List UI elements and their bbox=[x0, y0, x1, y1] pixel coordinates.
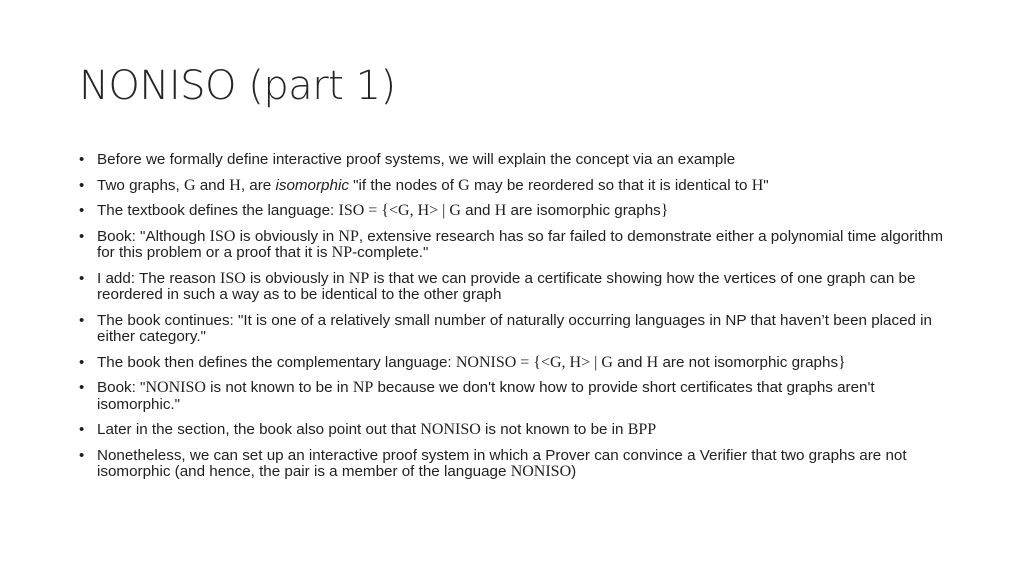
bullet-item bbox=[79, 152, 959, 169]
bullet-item bbox=[79, 422, 959, 439]
bullet-text: is not known to be in bbox=[480, 421, 628, 438]
math-text: H bbox=[646, 353, 659, 371]
bullet-text: is that we can provide a certificate showing how the vertices of one graph can be reordered in such a way as to be identical to the other graph bbox=[97, 269, 916, 303]
bullet-text: Book: "Although bbox=[97, 227, 210, 245]
bullet-item bbox=[79, 229, 959, 262]
math-text: H bbox=[229, 176, 241, 194]
math-text: NONISO bbox=[145, 379, 206, 396]
math-text: NONISO = {<G, H> | G bbox=[455, 353, 613, 371]
bullet-item bbox=[79, 178, 959, 195]
bullet-text: Before we formally define interactive proof systems, we will explain the concept via an example bbox=[97, 151, 736, 168]
bullet-text: Two graphs, bbox=[97, 176, 184, 194]
bullet-text: and bbox=[612, 353, 647, 371]
bullet-item bbox=[79, 313, 959, 346]
math-text: NP bbox=[338, 227, 359, 245]
bullet-text: Later in the section, the book also point out that bbox=[97, 421, 421, 438]
bullet-text: I add: The reason bbox=[97, 269, 220, 287]
bullet-text: is obviously in bbox=[245, 269, 349, 287]
bullet-item bbox=[79, 203, 959, 220]
math-text: NP bbox=[348, 269, 370, 287]
bullet-text: is not known to be in bbox=[205, 379, 353, 396]
bullet-item bbox=[79, 380, 959, 413]
bullet-text: The textbook defines the language: bbox=[97, 202, 339, 219]
bullet-list bbox=[79, 152, 959, 490]
bullet-text: The book continues: "It is one of a relatively small number of naturally occurring languages in NP that haven’t been placed in either category." bbox=[97, 311, 933, 345]
bullet-text: " bbox=[763, 176, 769, 194]
bullet-text: and bbox=[195, 176, 230, 194]
bullet-item bbox=[79, 355, 959, 372]
bullet-item bbox=[79, 271, 959, 304]
math-text: G bbox=[183, 176, 196, 194]
math-text: ISO = {<G, H> | G bbox=[338, 202, 461, 219]
bullet-text: -complete." bbox=[352, 244, 429, 261]
bullet-text: Book: " bbox=[97, 379, 146, 396]
math-text: ISO bbox=[209, 227, 236, 245]
bullet-text: are isomorphic graphs bbox=[506, 202, 661, 219]
math-text: NP bbox=[331, 244, 353, 261]
math-text: NP bbox=[352, 379, 374, 396]
bullet-text: "if the nodes of bbox=[348, 176, 459, 194]
math-text: H bbox=[494, 202, 507, 219]
math-text: NONISO bbox=[510, 463, 572, 480]
italic-text: isomorphic bbox=[275, 176, 349, 194]
bullet-text: because we don't know how to provide short certificates that graphs aren't isomorphic." bbox=[97, 379, 875, 413]
bullet-text: and bbox=[460, 202, 495, 219]
bullet-text: The book then defines the complementary language: bbox=[97, 353, 456, 371]
bullet-text: are not isomorphic graphs bbox=[658, 353, 839, 371]
bullet-text: may be reordered so that it is identical to bbox=[469, 176, 752, 194]
bullet-text: ) bbox=[571, 463, 577, 480]
math-text: H bbox=[751, 176, 764, 194]
bullet-text: , extensive research has so far failed to demonstrate either a polynomial time algorithm for this problem or a proof that it is bbox=[97, 227, 944, 261]
math-text: NONISO bbox=[420, 421, 481, 438]
math-text: ISO bbox=[220, 269, 246, 287]
math-text: G bbox=[458, 176, 470, 194]
math-text: } bbox=[660, 202, 669, 219]
bullet-item bbox=[79, 448, 959, 481]
slide-title: NONISO (part 1) bbox=[79, 63, 396, 109]
math-text: BPP bbox=[627, 421, 657, 438]
math-text: } bbox=[838, 353, 846, 371]
bullet-text: Nonetheless, we can set up an interactive proof system in which a Prover can convince a Verifier that two graphs are not isomorphic (and hence, the pair is a member of the language bbox=[97, 446, 907, 480]
bullet-text: , are bbox=[240, 176, 276, 194]
bullet-text: is obviously in bbox=[235, 227, 339, 245]
